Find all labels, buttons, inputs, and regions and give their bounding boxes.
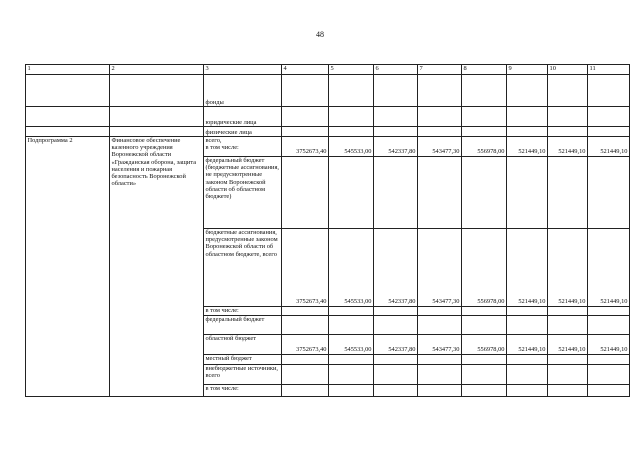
amount-cell xyxy=(588,316,630,335)
funding-source-label: бюджетные ассигнования, предусмотренные законом Воронежской области об областном бюджете, всего xyxy=(204,229,282,307)
amount-cell xyxy=(374,355,418,365)
empty-cell xyxy=(507,127,548,137)
funding-source-label: федеральный бюджет (бюджетные ассигнования, не предусмотренные законом Воронежской области об областном бюджете) xyxy=(204,157,282,229)
empty-cell xyxy=(507,75,548,107)
amount-cell xyxy=(462,157,507,229)
amount-cell xyxy=(462,355,507,365)
empty-cell xyxy=(462,107,507,127)
empty-cell xyxy=(507,107,548,127)
empty-cell xyxy=(26,127,110,137)
empty-cell xyxy=(374,127,418,137)
subprogram-code: Подпрограмма 2 xyxy=(26,137,110,397)
column-number: 5 xyxy=(329,65,374,75)
amount-cell xyxy=(548,307,588,316)
amount-cell: 3752673,40 xyxy=(282,137,329,157)
amount-cell: 521449,10 xyxy=(507,229,548,307)
table-row xyxy=(26,137,630,157)
amount-cell: 521449,10 xyxy=(548,335,588,355)
empty-cell xyxy=(588,75,630,107)
empty-cell xyxy=(374,107,418,127)
amount-cell: 556978,00 xyxy=(462,137,507,157)
empty-cell xyxy=(282,127,329,137)
amount-cell xyxy=(548,316,588,335)
amount-cell xyxy=(548,355,588,365)
empty-cell xyxy=(26,75,110,107)
amount-cell: 3752673,40 xyxy=(282,335,329,355)
amount-cell xyxy=(548,157,588,229)
table-row xyxy=(26,127,630,137)
empty-cell xyxy=(462,127,507,137)
amount-cell xyxy=(507,355,548,365)
empty-cell xyxy=(26,107,110,127)
amount-cell xyxy=(588,365,630,385)
table-row xyxy=(26,107,630,127)
amount-cell xyxy=(329,316,374,335)
amount-cell xyxy=(507,157,548,229)
amount-cell xyxy=(282,316,329,335)
column-number: 11 xyxy=(588,65,630,75)
amount-cell: 521449,10 xyxy=(588,137,630,157)
funding-source-label: местный бюджет xyxy=(204,355,282,365)
amount-cell: 521449,10 xyxy=(507,137,548,157)
amount-cell xyxy=(418,316,462,335)
amount-cell: 521449,10 xyxy=(588,229,630,307)
amount-cell: 545533,00 xyxy=(329,137,374,157)
empty-cell xyxy=(548,75,588,107)
funding-source-label: всего, в том числе: xyxy=(204,137,282,157)
amount-cell: 543477,30 xyxy=(418,335,462,355)
empty-cell xyxy=(418,127,462,137)
amount-cell xyxy=(418,307,462,316)
amount-cell xyxy=(374,157,418,229)
amount-cell xyxy=(462,316,507,335)
amount-cell xyxy=(418,355,462,365)
amount-cell xyxy=(374,316,418,335)
amount-cell xyxy=(548,385,588,397)
column-number-row xyxy=(26,65,630,75)
amount-cell xyxy=(507,316,548,335)
funding-source-label: внебюджетные источники, всего xyxy=(204,365,282,385)
empty-cell xyxy=(418,75,462,107)
page-number: 48 xyxy=(316,30,324,39)
amount-cell xyxy=(588,355,630,365)
funding-source-label: областной бюджет xyxy=(204,335,282,355)
column-number: 8 xyxy=(462,65,507,75)
amount-cell xyxy=(374,385,418,397)
table-row xyxy=(26,75,630,107)
funding-source-label: физические лица xyxy=(204,127,282,137)
amount-cell: 556978,00 xyxy=(462,229,507,307)
amount-cell xyxy=(282,365,329,385)
empty-cell xyxy=(548,107,588,127)
amount-cell xyxy=(329,157,374,229)
amount-cell: 521449,10 xyxy=(548,137,588,157)
amount-cell: 542337,80 xyxy=(374,229,418,307)
amount-cell xyxy=(374,307,418,316)
amount-cell xyxy=(418,385,462,397)
empty-cell xyxy=(374,75,418,107)
amount-cell xyxy=(418,365,462,385)
column-number: 7 xyxy=(418,65,462,75)
amount-cell xyxy=(588,157,630,229)
column-number: 4 xyxy=(282,65,329,75)
amount-cell xyxy=(507,307,548,316)
column-number: 9 xyxy=(507,65,548,75)
empty-cell xyxy=(462,75,507,107)
amount-cell xyxy=(282,355,329,365)
funding-source-label: в том числе: xyxy=(204,385,282,397)
budget-table xyxy=(25,64,630,397)
empty-cell xyxy=(588,127,630,137)
column-number: 1 xyxy=(26,65,110,75)
amount-cell: 556978,00 xyxy=(462,335,507,355)
amount-cell: 521449,10 xyxy=(548,229,588,307)
amount-cell xyxy=(462,385,507,397)
column-number: 3 xyxy=(204,65,282,75)
amount-cell: 521449,10 xyxy=(507,335,548,355)
empty-cell xyxy=(418,107,462,127)
amount-cell: 542337,80 xyxy=(374,137,418,157)
amount-cell xyxy=(282,157,329,229)
funding-source-label: юридические лица xyxy=(204,107,282,127)
amount-cell: 545533,00 xyxy=(329,229,374,307)
column-number: 10 xyxy=(548,65,588,75)
amount-cell: 542337,80 xyxy=(374,335,418,355)
amount-cell xyxy=(282,385,329,397)
amount-cell xyxy=(374,365,418,385)
column-number: 6 xyxy=(374,65,418,75)
empty-cell xyxy=(110,75,204,107)
amount-cell: 543477,30 xyxy=(418,137,462,157)
empty-cell xyxy=(282,107,329,127)
amount-cell xyxy=(462,307,507,316)
amount-cell xyxy=(588,307,630,316)
amount-cell xyxy=(329,385,374,397)
amount-cell: 545533,00 xyxy=(329,335,374,355)
amount-cell: 3752673,40 xyxy=(282,229,329,307)
amount-cell xyxy=(548,365,588,385)
amount-cell xyxy=(329,307,374,316)
empty-cell xyxy=(282,75,329,107)
amount-cell xyxy=(329,365,374,385)
funding-source-label: федеральный бюджет xyxy=(204,316,282,335)
empty-cell xyxy=(329,127,374,137)
funding-source-label: в том числе: xyxy=(204,307,282,316)
empty-cell xyxy=(588,107,630,127)
amount-cell xyxy=(329,355,374,365)
amount-cell: 543477,30 xyxy=(418,229,462,307)
amount-cell xyxy=(282,307,329,316)
empty-cell xyxy=(329,75,374,107)
empty-cell xyxy=(548,127,588,137)
empty-cell xyxy=(329,107,374,127)
amount-cell xyxy=(588,385,630,397)
amount-cell xyxy=(507,385,548,397)
subprogram-name: Финансовое обеспечение казенного учреждения Воронежской области «Гражданская оборона, защита населения и пожарная безопасность Воронежской области» xyxy=(110,137,204,397)
column-number: 2 xyxy=(110,65,204,75)
amount-cell: 521449,10 xyxy=(588,335,630,355)
funding-source-label: фонды xyxy=(204,75,282,107)
empty-cell xyxy=(110,107,204,127)
amount-cell xyxy=(507,365,548,385)
amount-cell xyxy=(418,157,462,229)
empty-cell xyxy=(110,127,204,137)
amount-cell xyxy=(462,365,507,385)
